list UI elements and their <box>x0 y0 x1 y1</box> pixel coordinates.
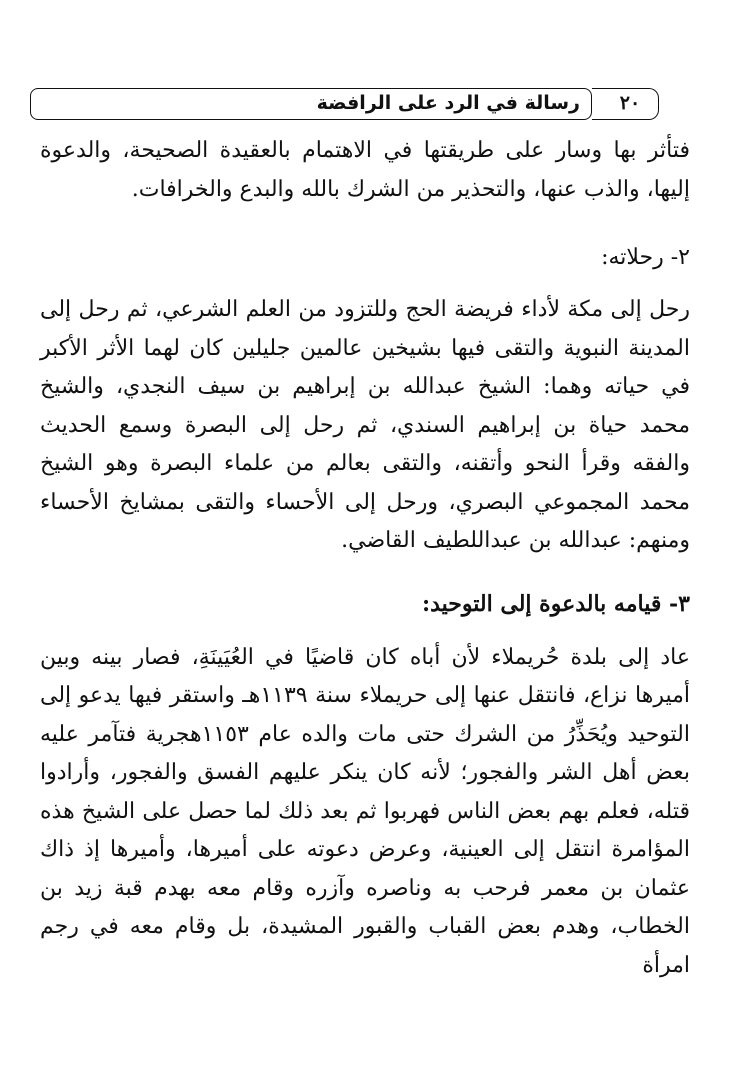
intro-paragraph: فتأثر بها وسار على طريقتها في الاهتمام بالعقيدة الصحيحة، والدعوة إليها، والذب عنها، والتحذير من الشرك بالله والبدع والخرافات. <box>40 138 690 202</box>
page-body <box>40 132 690 985</box>
page-number-frame <box>592 88 668 118</box>
running-header <box>30 88 670 124</box>
dawah-paragraph: عاد إلى بلدة حُريملاء لأن أباه كان قاضيًا في العُيَينَةِ، فصار بينه وبين أميرها نزاع، فانتقل عنها إلى حريملاء سنة ١١٣٩هـ واستقر فيها يدعو إلى التوحيد ويُحَذِّرُ من الشرك حتى مات والده عام ١١٥٣هجرية فتآمر عليه بعض أهل الشر والفجور؛ لأنه كان ينكر عليهم الفسق والفجور، وأرادوا قتله، فعلم بهم بعض الناس فهربوا ثم بعد ذلك لما حصل على الشيخ هذه المؤامرة انتقل إلى العينية، وعرض دعوته على أميرها، وأميرها إذ ذاك عثمان بن معمر فرحب به وناصره وآزره وقام معه بهدم قبة زيد بن الخطاب، وهدم بعض القباب والقبور المشيدة، بل وقام معه في رجم امرأة <box>40 644 690 978</box>
section-heading-travels: ٢- رحلاته: <box>601 245 690 270</box>
travels-paragraph: رحل إلى مكة لأداء فريضة الحج وللتزود من العلم الشرعي، ثم رحل إلى المدينة النبوية والتقى فيها بشيخين عالمين جليلين كان لهما الأثر الأكبر في حياته وهما: الشيخ عبدالله بن إبراهيم بن سيف النجدي، والشيخ محمد حياة بن إبراهيم السندي، ثم رحل إلى البصرة وسمع الحديث والفقه وقرأ النحو وأتقنه، والتقى بعالم من علماء البصرة وهو الشيخ محمد المجموعي البصري، ورحل إلى الأحساء والتقى بمشايخ الأحساء ومنهم: عبدالله بن عبداللطيف القاضي. <box>40 297 690 553</box>
page-number: ٢٠ <box>619 92 641 114</box>
section-heading-dawah: ٣- قيامه بالدعوة إلى التوحيد: <box>421 590 690 617</box>
running-title: رسالة في الرد على الرافضة <box>316 92 580 114</box>
